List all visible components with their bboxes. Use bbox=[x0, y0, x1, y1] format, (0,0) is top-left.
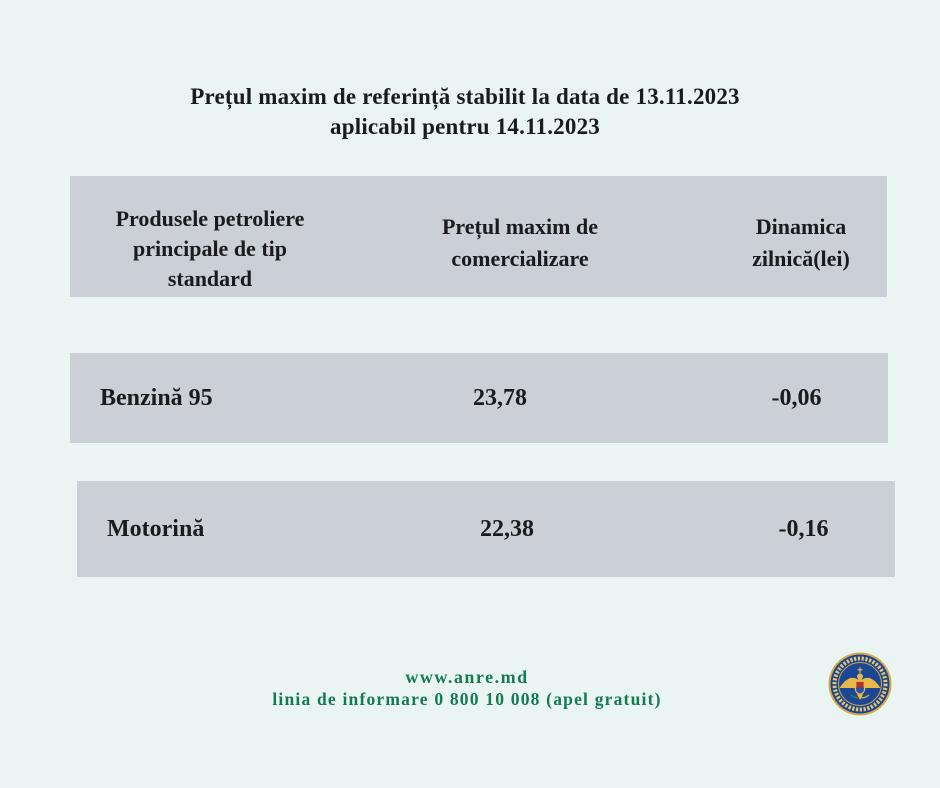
product-name-cell: Motorină bbox=[107, 515, 205, 542]
header-col-products bbox=[70, 176, 350, 297]
header-col-daily-dynamic bbox=[660, 176, 887, 297]
infoline-text: linia de informare 0 800 10 008 (apel gratuit) bbox=[272, 689, 662, 709]
page-title bbox=[0, 82, 930, 142]
footer bbox=[0, 666, 934, 710]
price-cell: 22,38 bbox=[480, 515, 534, 542]
table-header-row bbox=[70, 176, 887, 297]
price-cell: 23,78 bbox=[473, 384, 527, 411]
header-products-line2: principale de tip bbox=[132, 236, 287, 261]
header-dynamic-line2: zilnică(lei) bbox=[752, 246, 850, 271]
table-row-benzina bbox=[70, 353, 888, 443]
dynamic-cell: -0,06 bbox=[771, 384, 822, 411]
header-products-line1: Produsele petroliere bbox=[115, 206, 305, 231]
product-name-cell: Benzină 95 bbox=[100, 384, 213, 411]
header-price-line1: Prețul maxim de bbox=[441, 214, 598, 239]
page-title-line2: aplicabil pentru 14.11.2023 bbox=[330, 114, 600, 139]
page-title-line1: Prețul maxim de referință stabilit la data de 13.11.2023 bbox=[190, 84, 740, 109]
header-products-line3: standard bbox=[167, 266, 253, 291]
anre-state-seal-icon bbox=[827, 651, 893, 717]
header-dynamic-line1: Dinamica bbox=[755, 214, 847, 239]
dynamic-cell: -0,16 bbox=[778, 515, 829, 542]
header-price-line2: comercializare bbox=[451, 246, 589, 271]
header-col-max-price bbox=[350, 176, 660, 297]
website-text: www.anre.md bbox=[405, 667, 529, 687]
table-row-motorina bbox=[77, 481, 895, 577]
